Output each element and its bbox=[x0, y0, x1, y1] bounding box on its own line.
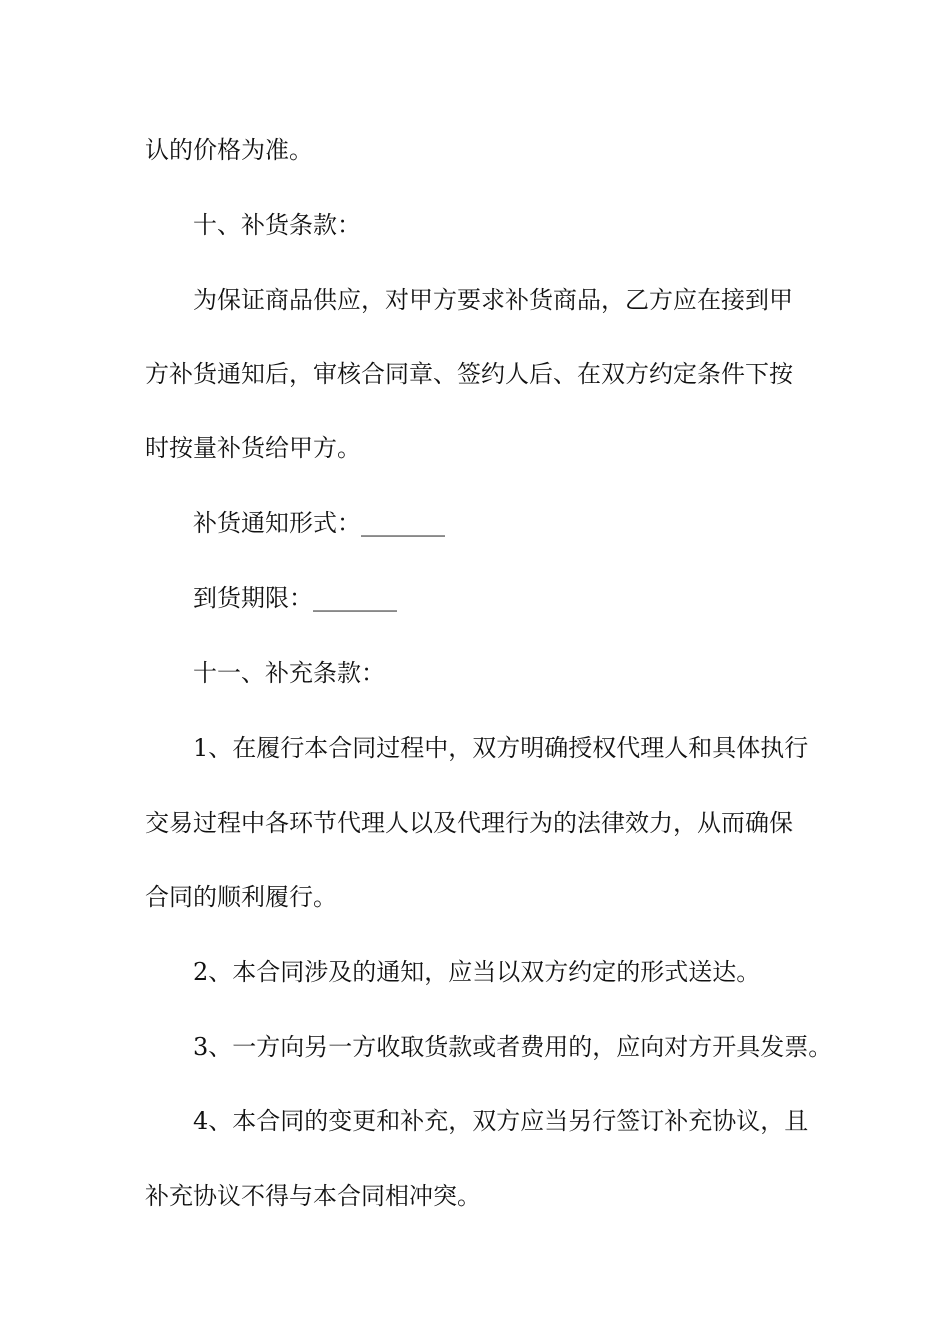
section-heading-replenishment: 十、补货条款： bbox=[193, 211, 361, 239]
clause-1-line: 合同的顺利履行。 bbox=[145, 883, 337, 911]
paragraph-line: 时按量补货给甲方。 bbox=[145, 434, 361, 462]
field-replenishment-notice-form: 补货通知形式：_______ bbox=[193, 509, 445, 537]
section-heading-supplementary: 十一、补充条款： bbox=[193, 659, 385, 687]
paragraph-line: 方补货通知后，审核合同章、签约人后、在双方约定条件下按 bbox=[145, 360, 793, 388]
clause-1-line: 1、在履行本合同过程中，双方明确授权代理人和具体执行 bbox=[193, 734, 809, 762]
field-delivery-deadline: 到货期限：_______ bbox=[193, 584, 397, 612]
clause-4-line: 补充协议不得与本合同相冲突。 bbox=[145, 1182, 481, 1210]
clause-4-line: 4、本合同的变更和补充，双方应当另行签订补充协议，且 bbox=[193, 1107, 809, 1135]
paragraph-line: 为保证商品供应，对甲方要求补货商品，乙方应在接到甲 bbox=[193, 286, 793, 314]
clause-2-line: 2、本合同涉及的通知，应当以双方约定的形式送达。 bbox=[193, 958, 761, 986]
paragraph-line-price-basis: 认的价格为准。 bbox=[145, 136, 313, 164]
clause-1-line: 交易过程中各环节代理人以及代理行为的法律效力，从而确保 bbox=[145, 809, 793, 837]
clause-3-line: 3、一方向另一方收取货款或者费用的，应向对方开具发票。 bbox=[193, 1033, 833, 1061]
